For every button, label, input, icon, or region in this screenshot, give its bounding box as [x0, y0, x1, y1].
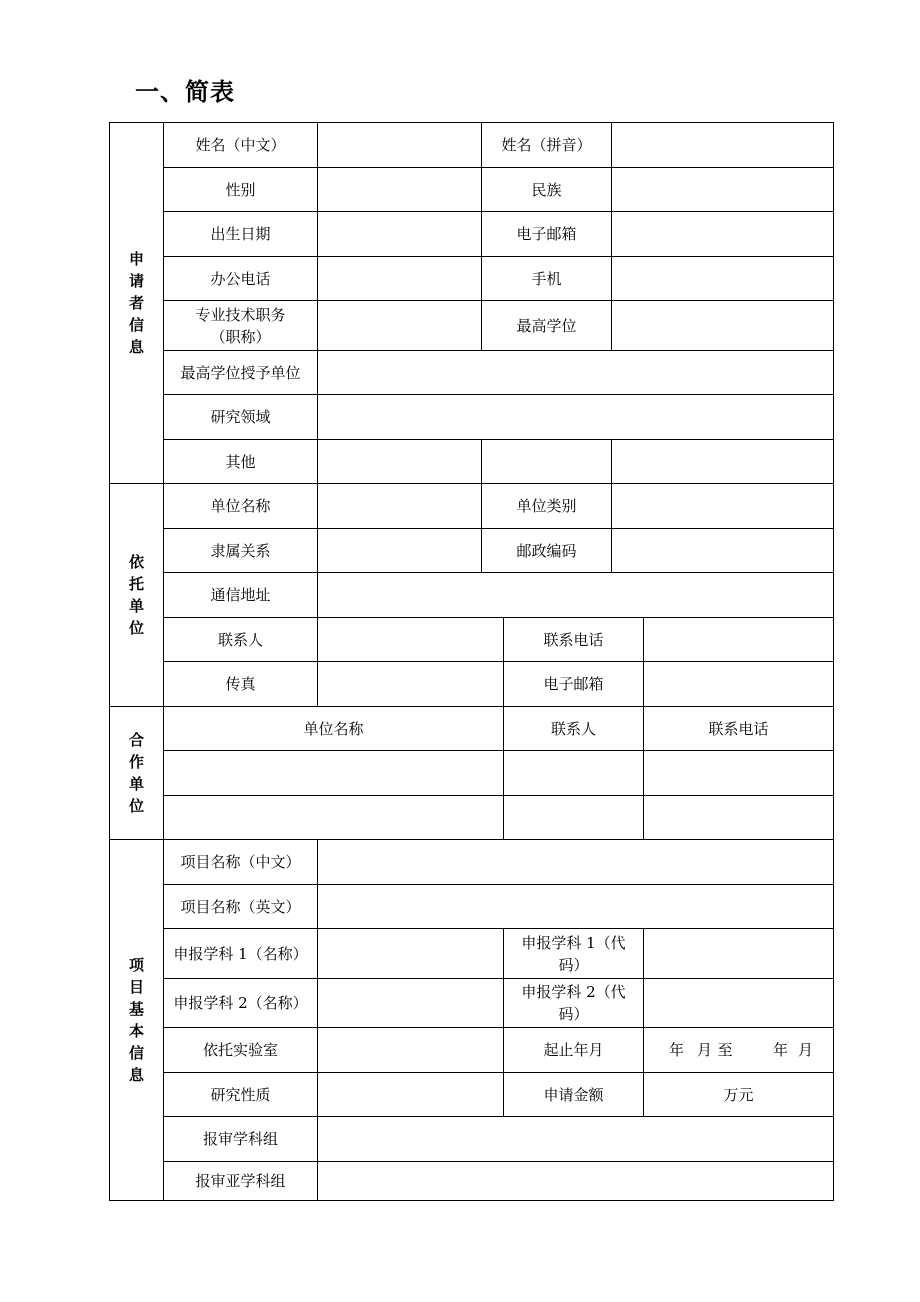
field-postal-code[interactable]	[612, 529, 834, 573]
label-name-pinyin: 姓名（拼音）	[482, 123, 612, 168]
field-project-name-cn[interactable]	[318, 840, 834, 885]
header-partner-unit-name: 单位名称	[164, 707, 504, 751]
field-partner-contact-2[interactable]	[504, 796, 644, 840]
field-other-2[interactable]	[482, 440, 612, 484]
label-review-subgroup: 报审亚学科组	[164, 1162, 318, 1201]
label-project-name-cn: 项目名称（中文）	[164, 840, 318, 885]
field-discipline1-code[interactable]	[644, 929, 834, 979]
label-project-name-en: 项目名称（英文）	[164, 885, 318, 929]
label-discipline1-name: 申报学科 1（名称）	[164, 929, 318, 979]
label-gender: 性别	[164, 168, 318, 212]
label-period: 起止年月	[504, 1028, 644, 1073]
application-summary-table	[109, 122, 834, 1201]
field-degree-institution[interactable]	[318, 351, 834, 395]
field-host-unit-name[interactable]	[318, 484, 482, 529]
field-partner-unit-name-2[interactable]	[164, 796, 504, 840]
label-amount: 申请金额	[504, 1073, 644, 1117]
label-highest-degree: 最高学位	[482, 301, 612, 351]
field-name-pinyin[interactable]	[612, 123, 834, 168]
field-gender[interactable]	[318, 168, 482, 212]
label-research-nature: 研究性质	[164, 1073, 318, 1117]
field-project-name-en[interactable]	[318, 885, 834, 929]
section-applicant-info: 申请者信息	[110, 123, 164, 484]
field-address[interactable]	[318, 573, 834, 618]
label-birth-date: 出生日期	[164, 212, 318, 257]
label-other: 其他	[164, 440, 318, 484]
field-ethnicity[interactable]	[612, 168, 834, 212]
section-host-unit: 依托单位	[110, 484, 164, 707]
field-review-group[interactable]	[318, 1117, 834, 1162]
label-applicant-email: 电子邮箱	[482, 212, 612, 257]
field-host-unit-type[interactable]	[612, 484, 834, 529]
header-partner-contact-phone: 联系电话	[644, 707, 834, 751]
field-research-field[interactable]	[318, 395, 834, 440]
field-highest-degree[interactable]	[612, 301, 834, 351]
label-host-contact: 联系人	[164, 618, 318, 662]
field-birth-date[interactable]	[318, 212, 482, 257]
field-discipline2-code[interactable]	[644, 979, 834, 1028]
label-mobile: 手机	[482, 257, 612, 301]
field-mobile[interactable]	[612, 257, 834, 301]
field-fax[interactable]	[318, 662, 504, 707]
section-partner-unit: 合作单位	[110, 707, 164, 840]
field-host-email[interactable]	[644, 662, 834, 707]
section-project-info: 项目基本信息	[110, 840, 164, 1201]
label-office-phone: 办公电话	[164, 257, 318, 301]
field-other-3[interactable]	[612, 440, 834, 484]
field-office-phone[interactable]	[318, 257, 482, 301]
field-amount[interactable]	[644, 1073, 834, 1117]
label-address: 通信地址	[164, 573, 318, 618]
label-affiliation: 隶属关系	[164, 529, 318, 573]
label-discipline1-code: 申报学科 1（代 码）	[504, 929, 644, 979]
field-discipline2-name[interactable]	[318, 979, 504, 1028]
label-lab: 依托实验室	[164, 1028, 318, 1073]
label-ethnicity: 民族	[482, 168, 612, 212]
field-partner-unit-name-1[interactable]	[164, 751, 504, 796]
field-research-nature[interactable]	[318, 1073, 504, 1117]
label-professional-title: 专业技术职务 （职称）	[164, 301, 318, 351]
label-review-group: 报审学科组	[164, 1117, 318, 1162]
label-research-field: 研究领域	[164, 395, 318, 440]
label-host-email: 电子邮箱	[504, 662, 644, 707]
label-discipline2-code: 申报学科 2（代 码）	[504, 979, 644, 1028]
field-partner-contact-phone-2[interactable]	[644, 796, 834, 840]
field-partner-contact-1[interactable]	[504, 751, 644, 796]
field-lab[interactable]	[318, 1028, 504, 1073]
field-host-contact-phone[interactable]	[644, 618, 834, 662]
label-name-cn: 姓名（中文）	[164, 123, 318, 168]
label-postal-code: 邮政编码	[482, 529, 612, 573]
field-host-contact[interactable]	[318, 618, 504, 662]
field-partner-contact-phone-1[interactable]	[644, 751, 834, 796]
label-host-unit-type: 单位类别	[482, 484, 612, 529]
page-title: 一、简表	[135, 78, 235, 106]
amount-unit: 万元	[723, 1085, 754, 1104]
field-other-1[interactable]	[318, 440, 482, 484]
field-applicant-email[interactable]	[612, 212, 834, 257]
label-degree-institution: 最高学位授予单位	[164, 351, 318, 395]
label-host-contact-phone: 联系电话	[504, 618, 644, 662]
field-affiliation[interactable]	[318, 529, 482, 573]
field-discipline1-name[interactable]	[318, 929, 504, 979]
field-review-subgroup[interactable]	[318, 1162, 834, 1201]
field-professional-title[interactable]	[318, 301, 482, 351]
header-partner-contact: 联系人	[504, 707, 644, 751]
field-period[interactable]: 年 月 至 年 月	[644, 1028, 834, 1073]
label-discipline2-name: 申报学科 2（名称）	[164, 979, 318, 1028]
label-host-unit-name: 单位名称	[164, 484, 318, 529]
label-fax: 传真	[164, 662, 318, 707]
field-name-cn[interactable]	[318, 123, 482, 168]
